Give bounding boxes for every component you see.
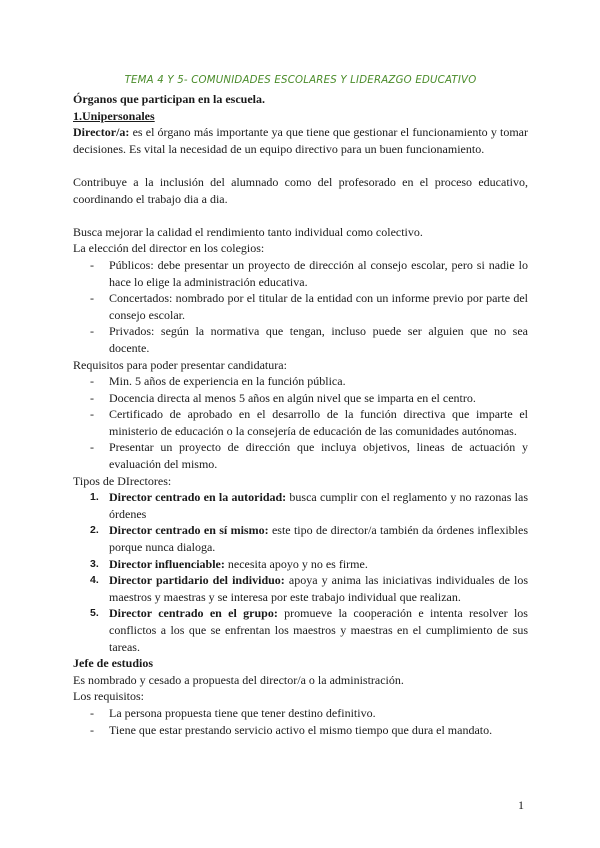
spacer: [73, 157, 528, 174]
requisitos-list: [73, 373, 528, 473]
item-text: promueve la cooperación e intenta resolver los conflictos a los que se enfrentan los maestros y maestras en el cumplimiento de sus tareas.: [109, 606, 528, 654]
item-text: busca cumplir con el reglamento y no razonas las órdenes: [109, 490, 528, 521]
jefe-heading: Jefe de estudios: [73, 656, 153, 671]
item-text: necesita apoyo y no es firme.: [224, 556, 368, 571]
list-item: - Certificado de aprobado en el desarrollo de la función directiva que imparte el ministerio de educación o la consejería de educación de las comunidades autónomas.: [73, 406, 528, 439]
item-number: 3.: [90, 557, 99, 570]
item-text: apoya y anima las iniciativas individuales de los maestros y maestras y se interesa por este trabajo individual que realizan.: [109, 573, 529, 604]
list-item: [73, 556, 528, 573]
list-item: [73, 605, 528, 655]
item-number: 5.: [90, 607, 99, 620]
item-term: Director centrado en la autoridad:: [109, 490, 287, 505]
list-item: [73, 572, 528, 605]
jefe-requisitos-list: [73, 705, 528, 738]
list-item: - La persona propuesta tiene que tener destino definitivo.: [73, 705, 528, 722]
eleccion-intro: La elección del director en los colegios:: [73, 241, 265, 256]
list-item: [73, 489, 528, 522]
tipos-intro: Tipos de DIrectores:: [73, 473, 172, 488]
item-number: 4.: [90, 574, 99, 587]
jefe-paragraph: Es nombrado y cesado a propuesta del director/a o la administración.: [73, 672, 404, 687]
requisitos-intro: Requisitos para poder presentar candidatura:: [73, 357, 287, 372]
tipos-list: [73, 489, 528, 655]
director-definition: [73, 124, 528, 157]
jefe-requisitos-intro: Los requisitos:: [73, 689, 144, 704]
list-item: - Públicos: debe presentar un proyecto de dirección al consejo escolar, pero si nadie lo hace lo elige la administración educativa.: [73, 257, 528, 290]
list-item: - Tiene que estar prestando servicio activo el mismo tiempo que dura el mandato.: [73, 722, 528, 739]
eleccion-list: [73, 257, 528, 357]
document-page: [73, 74, 528, 738]
item-term: Director centrado en el grupo:: [109, 606, 278, 621]
item-term: Director partidario del individuo:: [109, 573, 285, 588]
director-paragraph-2: Contribuye a la inclusión del alumnado como del profesorado en el proceso educativo, coordinando el trabajo dia a dia.: [73, 174, 528, 206]
item-term: Director centrado en sí mismo:: [109, 523, 269, 538]
item-number: 1.: [90, 491, 99, 504]
list-item: - Docencia directa al menos 5 años en algún nivel que se imparta en el centro.: [73, 390, 528, 407]
list-item: - Concertados: nombrado por el titular de la entidad con un informe previo por parte del consejo escolar.: [73, 290, 528, 323]
subheading-unipersonales: 1.Unipersonales: [73, 108, 155, 123]
item-number: 2.: [90, 524, 99, 537]
document-title: TEMA 4 Y 5- COMUNIDADES ESCOLARES Y LIDERAZGO EDUCATIVO: [124, 75, 477, 86]
section-heading: Órganos que participan en la escuela.: [73, 92, 266, 106]
list-item: - Presentar un proyecto de dirección que incluya objetivos, lineas de actuación y evaluación del mismo.: [73, 439, 528, 472]
director-term: Director/a:: [73, 125, 130, 140]
director-paragraph-3: Busca mejorar la calidad el rendimiento tanto individual como colectivo.: [73, 224, 423, 239]
page-number: 1: [518, 798, 524, 812]
item-text: este tipo de director/a también da órdenes inflexibles porque nunca dialoga.: [109, 523, 529, 555]
list-item: [73, 522, 528, 555]
director-def-text: es el órgano más importante ya que tiene que gestionar el funcionamiento y tomar decisiones. Es vital la necesidad de un equipo directivo para un buen funcionamiento.: [73, 125, 528, 156]
list-item: - Privados: según la normativa que tengan, incluso puede ser alguien que no sea docente.: [73, 323, 528, 356]
spacer: [73, 207, 528, 224]
item-term: Director influenciable:: [109, 556, 225, 571]
list-item: - Min. 5 años de experiencia en la función pública.: [73, 373, 528, 390]
